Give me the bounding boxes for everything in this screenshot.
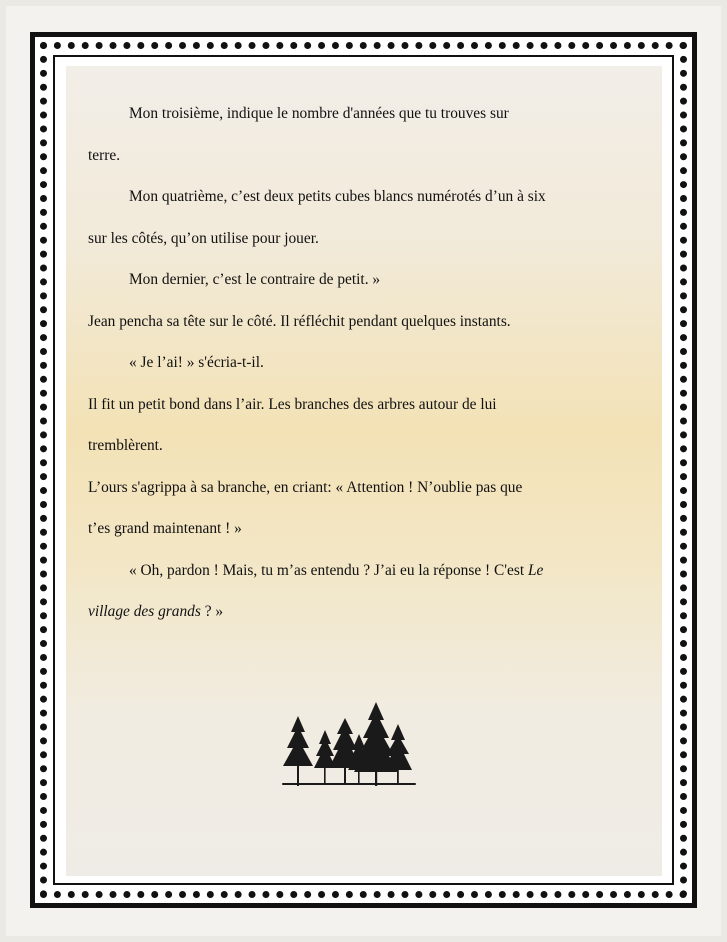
story-line: tremblèrent.	[88, 437, 163, 454]
story-line	[88, 550, 648, 592]
story-line: L’ours s'agrippa à sa branche, en criant: « Attention ! N’oublie pas que	[88, 478, 523, 496]
story-line-text: ? »	[200, 603, 224, 620]
story-line: sur les côtés, qu’on utilise pour jouer.	[88, 229, 319, 247]
pine-trees-icon	[270, 698, 426, 790]
story-text	[88, 93, 648, 633]
book-title-part: Le	[527, 561, 544, 579]
story-line: Mon quatrième, c’est deux petits cubes blancs numérotés d’un à six	[129, 188, 546, 205]
story-line: terre.	[88, 146, 121, 164]
story-line-text: « Oh, pardon ! Mais, tu m’as entendu ? J’ai eu la réponse ! C'est	[129, 561, 528, 579]
book-title-part: village des grands	[88, 603, 201, 620]
story-line: Mon dernier, c’est le contraire de petit. »	[129, 271, 381, 288]
story-line	[88, 591, 648, 633]
story-line: Il fit un petit bond dans l’air. Les branches des arbres autour de lui	[88, 395, 497, 413]
story-line: Mon troisième, indique le nombre d'années que tu trouves sur	[129, 105, 509, 122]
story-line: Jean pencha sa tête sur le côté. Il réfléchit pendant quelques instants.	[88, 312, 511, 330]
story-line: « Je l’ai! » s'écria-t-il.	[129, 354, 264, 371]
story-line: t’es grand maintenant ! »	[88, 520, 242, 537]
